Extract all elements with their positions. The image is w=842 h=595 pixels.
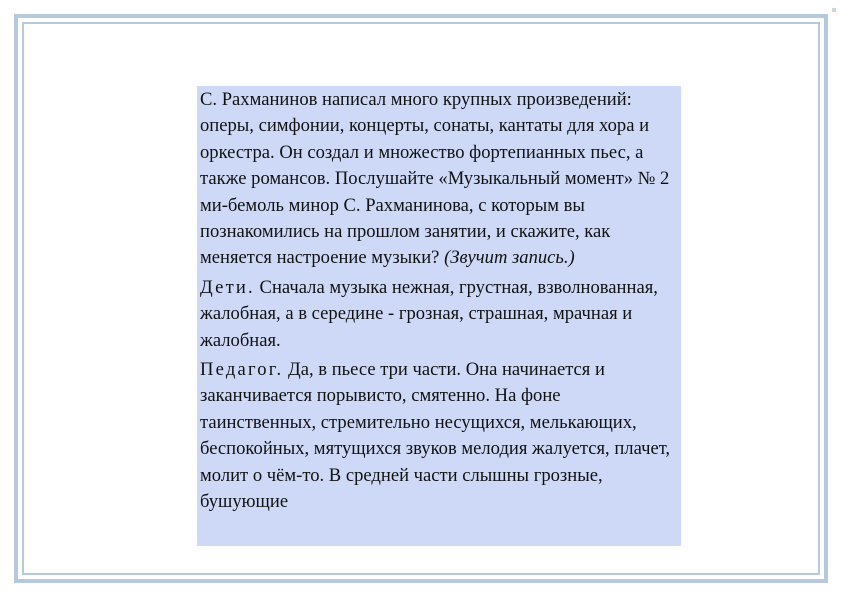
paragraph-teacher xyxy=(200,357,678,515)
paragraph-teacher-text: Да, в пьесе три части. Она начинается и заканчивается порывисто, смятенно. На фоне таинственных, стремительно несущихся, мелькающих, беспокойных, мятущихся звуков мелодия жалуется, плачет, молит о чём-то. В средней части слышны грозные, бушующие xyxy=(200,359,671,513)
text-box xyxy=(197,86,681,546)
paragraph-children-text: Сначала музыка нежная, грустная, взволнованная, жалобная, а в середине - грозная, страшная, мрачная и жалобная. xyxy=(200,276,658,351)
paragraph-intro xyxy=(200,87,678,272)
speaker-children: Дети. xyxy=(200,276,255,298)
speaker-teacher: Педагог. xyxy=(200,359,284,381)
paragraph-children xyxy=(200,275,678,354)
corner-mark xyxy=(832,8,836,12)
paragraph-intro-text: С. Рахманинов написал много крупных произведений: оперы, симфонии, концерты, сонаты, кантаты для хора и оркестра. Он создал и множество фортепианных пьес, а также романсов. Послушайте «Музыкальный момент» № 2 ми-бемоль минор С. Рахманинова, с которым вы познакомились на прошлом занятии, и скажите, как меняется настроение музыки? xyxy=(200,89,670,269)
stage-direction: (Звучит запись.) xyxy=(444,247,575,269)
